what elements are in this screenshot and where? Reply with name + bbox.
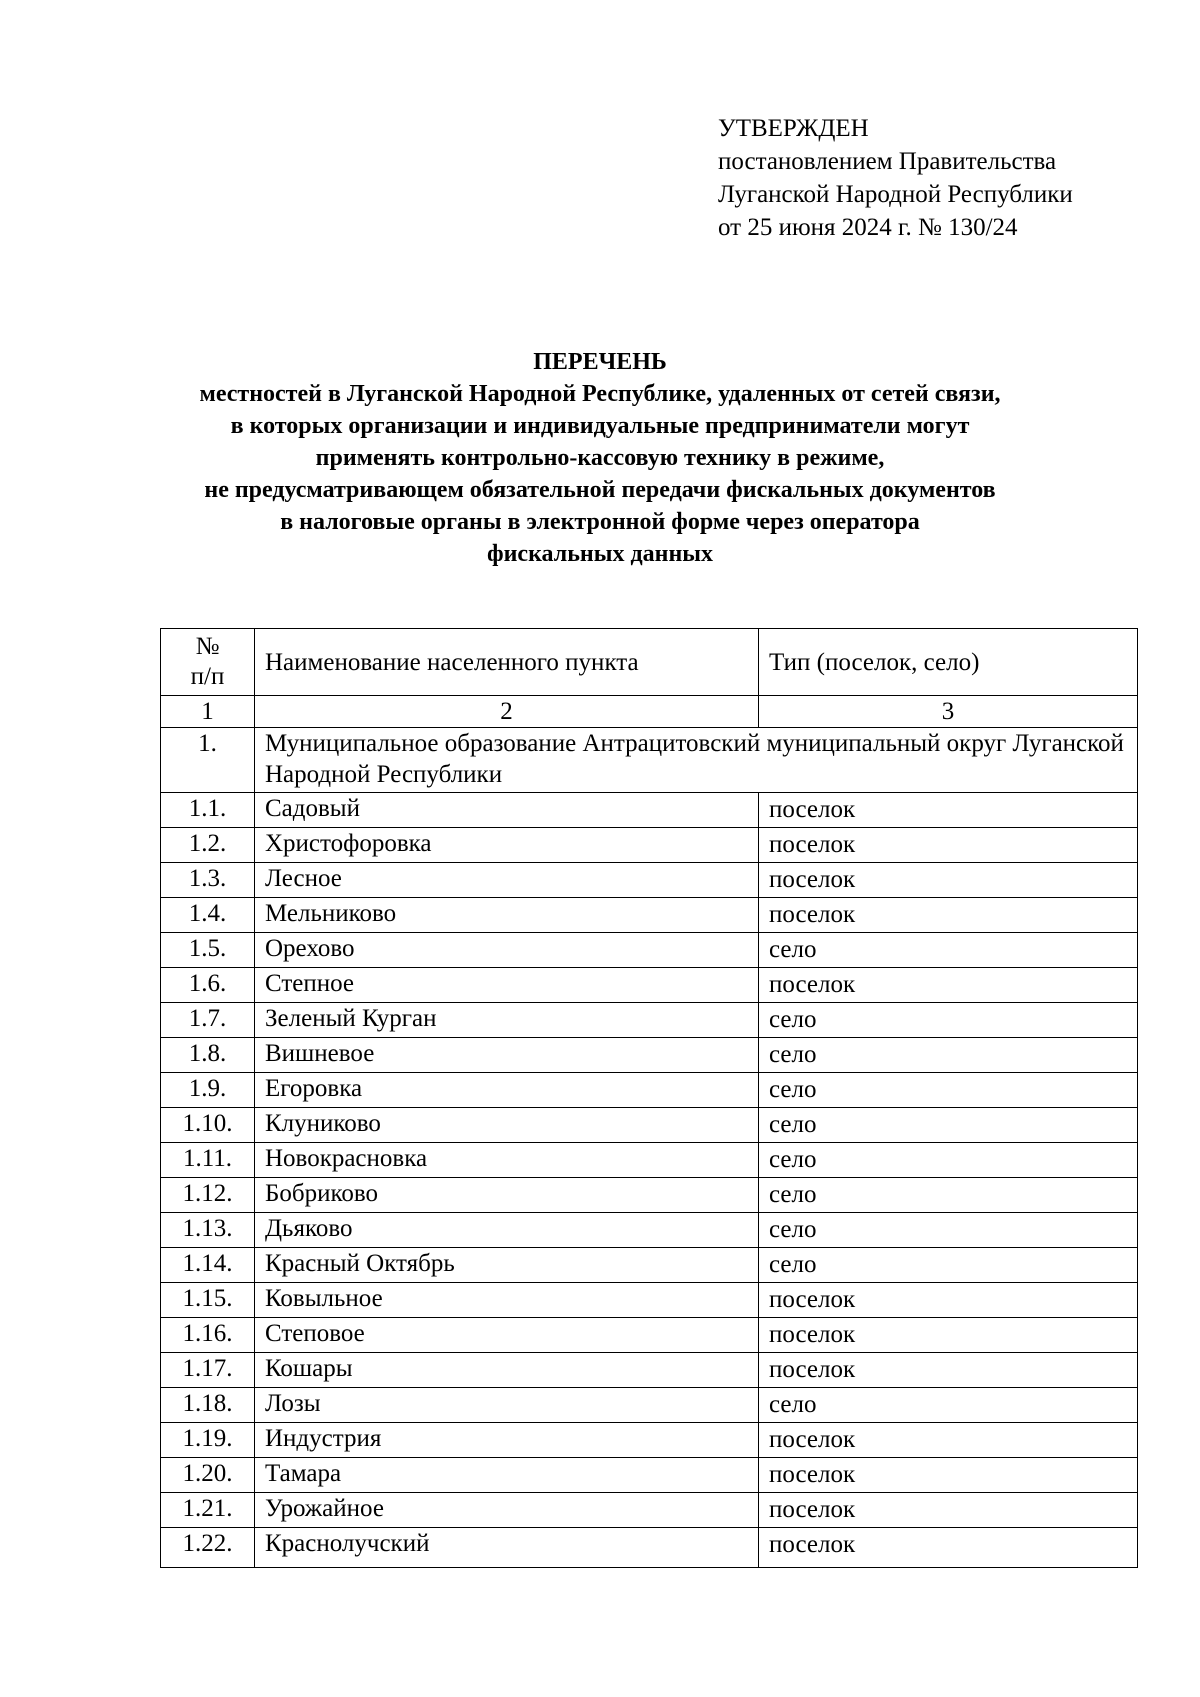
group-name: Муниципальное образование Антрацитовский муниципальный округ Луганской Народной Республики [255, 728, 1138, 793]
table-index-row [161, 696, 1138, 728]
row-number: 1.18. [161, 1388, 255, 1423]
row-settlement-type: поселок [759, 968, 1138, 1003]
group-number: 1. [161, 728, 255, 793]
row-number: 1.21. [161, 1493, 255, 1528]
row-number: 1.3. [161, 863, 255, 898]
row-settlement-name: Мельниково [255, 898, 759, 933]
row-settlement-name: Лозы [255, 1388, 759, 1423]
table-row [161, 1003, 1138, 1038]
row-number: 1.22. [161, 1528, 255, 1568]
row-settlement-type: поселок [759, 898, 1138, 933]
row-settlement-type: поселок [759, 828, 1138, 863]
row-number: 1.7. [161, 1003, 255, 1038]
row-settlement-type: поселок [759, 793, 1138, 828]
table-row [161, 1213, 1138, 1248]
row-settlement-name: Урожайное [255, 1493, 759, 1528]
row-number: 1.2. [161, 828, 255, 863]
row-settlement-type: село [759, 1143, 1138, 1178]
approval-date-number: от 25 июня 2024 г. № 130/24 [718, 214, 1018, 241]
header-number [161, 629, 255, 696]
row-settlement-name: Красный Октябрь [255, 1248, 759, 1283]
title-line: в налоговые органы в электронной форме через оператора [280, 509, 920, 535]
row-number: 1.8. [161, 1038, 255, 1073]
row-number: 1.13. [161, 1213, 255, 1248]
row-settlement-type: поселок [759, 1528, 1138, 1568]
row-settlement-name: Кошары [255, 1353, 759, 1388]
table-row [161, 1493, 1138, 1528]
table-row [161, 1178, 1138, 1213]
header-number-sign: № [195, 633, 220, 660]
header-number-abbr: п/п [190, 663, 225, 690]
row-settlement-name: Христофоровка [255, 828, 759, 863]
row-settlement-name: Дьяково [255, 1213, 759, 1248]
row-number: 1.12. [161, 1178, 255, 1213]
title-line: не предусматривающем обязательной передачи фискальных документов [204, 477, 996, 503]
settlements-table [160, 628, 1138, 1568]
approval-stamp [718, 112, 1073, 244]
row-number: 1.20. [161, 1458, 255, 1493]
row-number: 1.19. [161, 1423, 255, 1458]
table-header-row [161, 629, 1138, 696]
row-settlement-name: Клуниково [255, 1108, 759, 1143]
row-settlement-name: Степовое [255, 1318, 759, 1353]
row-settlement-type: село [759, 1073, 1138, 1108]
index-cell: 2 [255, 696, 759, 728]
row-settlement-type: село [759, 1388, 1138, 1423]
row-settlement-type: село [759, 1038, 1138, 1073]
row-settlement-type: село [759, 933, 1138, 968]
row-settlement-type: село [759, 1248, 1138, 1283]
header-name: Наименование населенного пункта [255, 629, 759, 696]
table-row [161, 1353, 1138, 1388]
row-settlement-name: Краснолучский [255, 1528, 759, 1568]
row-number: 1.11. [161, 1143, 255, 1178]
table-row [161, 933, 1138, 968]
table-row [161, 1143, 1138, 1178]
table-row [161, 1038, 1138, 1073]
row-settlement-name: Садовый [255, 793, 759, 828]
row-number: 1.5. [161, 933, 255, 968]
row-number: 1.16. [161, 1318, 255, 1353]
table-row [161, 863, 1138, 898]
table-row [161, 1248, 1138, 1283]
row-settlement-type: поселок [759, 1318, 1138, 1353]
row-settlement-type: село [759, 1213, 1138, 1248]
table-row [161, 898, 1138, 933]
index-cell: 3 [759, 696, 1138, 728]
table-row [161, 1073, 1138, 1108]
row-settlement-type: село [759, 1178, 1138, 1213]
row-settlement-name: Ковыльное [255, 1283, 759, 1318]
row-settlement-type: поселок [759, 1353, 1138, 1388]
row-settlement-name: Лесное [255, 863, 759, 898]
table-row [161, 1388, 1138, 1423]
approval-resolution: постановлением Правительства [718, 148, 1057, 175]
row-settlement-type: село [759, 1108, 1138, 1143]
row-number: 1.6. [161, 968, 255, 1003]
approval-title: УТВЕРЖДЕН [718, 115, 869, 142]
title-line: в которых организации и индивидуальные предприниматели могут [230, 413, 970, 439]
row-settlement-name: Тамара [255, 1458, 759, 1493]
title-heading: ПЕРЕЧЕНЬ [533, 349, 667, 375]
table-row [161, 1318, 1138, 1353]
row-number: 1.10. [161, 1108, 255, 1143]
row-settlement-type: поселок [759, 1493, 1138, 1528]
title-line: применять контрольно-кассовую технику в режиме, [315, 445, 885, 471]
table-row [161, 793, 1138, 828]
approval-republic: Луганской Народной Республики [718, 181, 1073, 208]
row-number: 1.9. [161, 1073, 255, 1108]
table-row [161, 968, 1138, 1003]
row-settlement-name: Вишневое [255, 1038, 759, 1073]
index-cell: 1 [161, 696, 255, 728]
row-settlement-name: Бобриково [255, 1178, 759, 1213]
table-row [161, 1108, 1138, 1143]
document-title [100, 346, 1100, 570]
row-settlement-name: Новокрасновка [255, 1143, 759, 1178]
row-settlement-name: Орехово [255, 933, 759, 968]
row-settlement-type: поселок [759, 1458, 1138, 1493]
row-settlement-name: Индустрия [255, 1423, 759, 1458]
group-row [161, 728, 1138, 793]
row-settlement-name: Степное [255, 968, 759, 1003]
row-number: 1.17. [161, 1353, 255, 1388]
row-number: 1.14. [161, 1248, 255, 1283]
row-number: 1.15. [161, 1283, 255, 1318]
row-settlement-name: Егоровка [255, 1073, 759, 1108]
title-line: местностей в Луганской Народной Республике, удаленных от сетей связи, [199, 381, 1001, 407]
table-row [161, 1283, 1138, 1318]
row-settlement-type: поселок [759, 1423, 1138, 1458]
row-settlement-name: Зеленый Курган [255, 1003, 759, 1038]
table-row [161, 828, 1138, 863]
table-row [161, 1458, 1138, 1493]
row-number: 1.1. [161, 793, 255, 828]
row-settlement-type: село [759, 1003, 1138, 1038]
header-type: Тип (поселок, село) [759, 629, 1138, 696]
table-row [161, 1528, 1138, 1568]
table-row [161, 1423, 1138, 1458]
row-settlement-type: поселок [759, 863, 1138, 898]
title-line: фискальных данных [486, 541, 714, 567]
row-settlement-type: поселок [759, 1283, 1138, 1318]
row-number: 1.4. [161, 898, 255, 933]
